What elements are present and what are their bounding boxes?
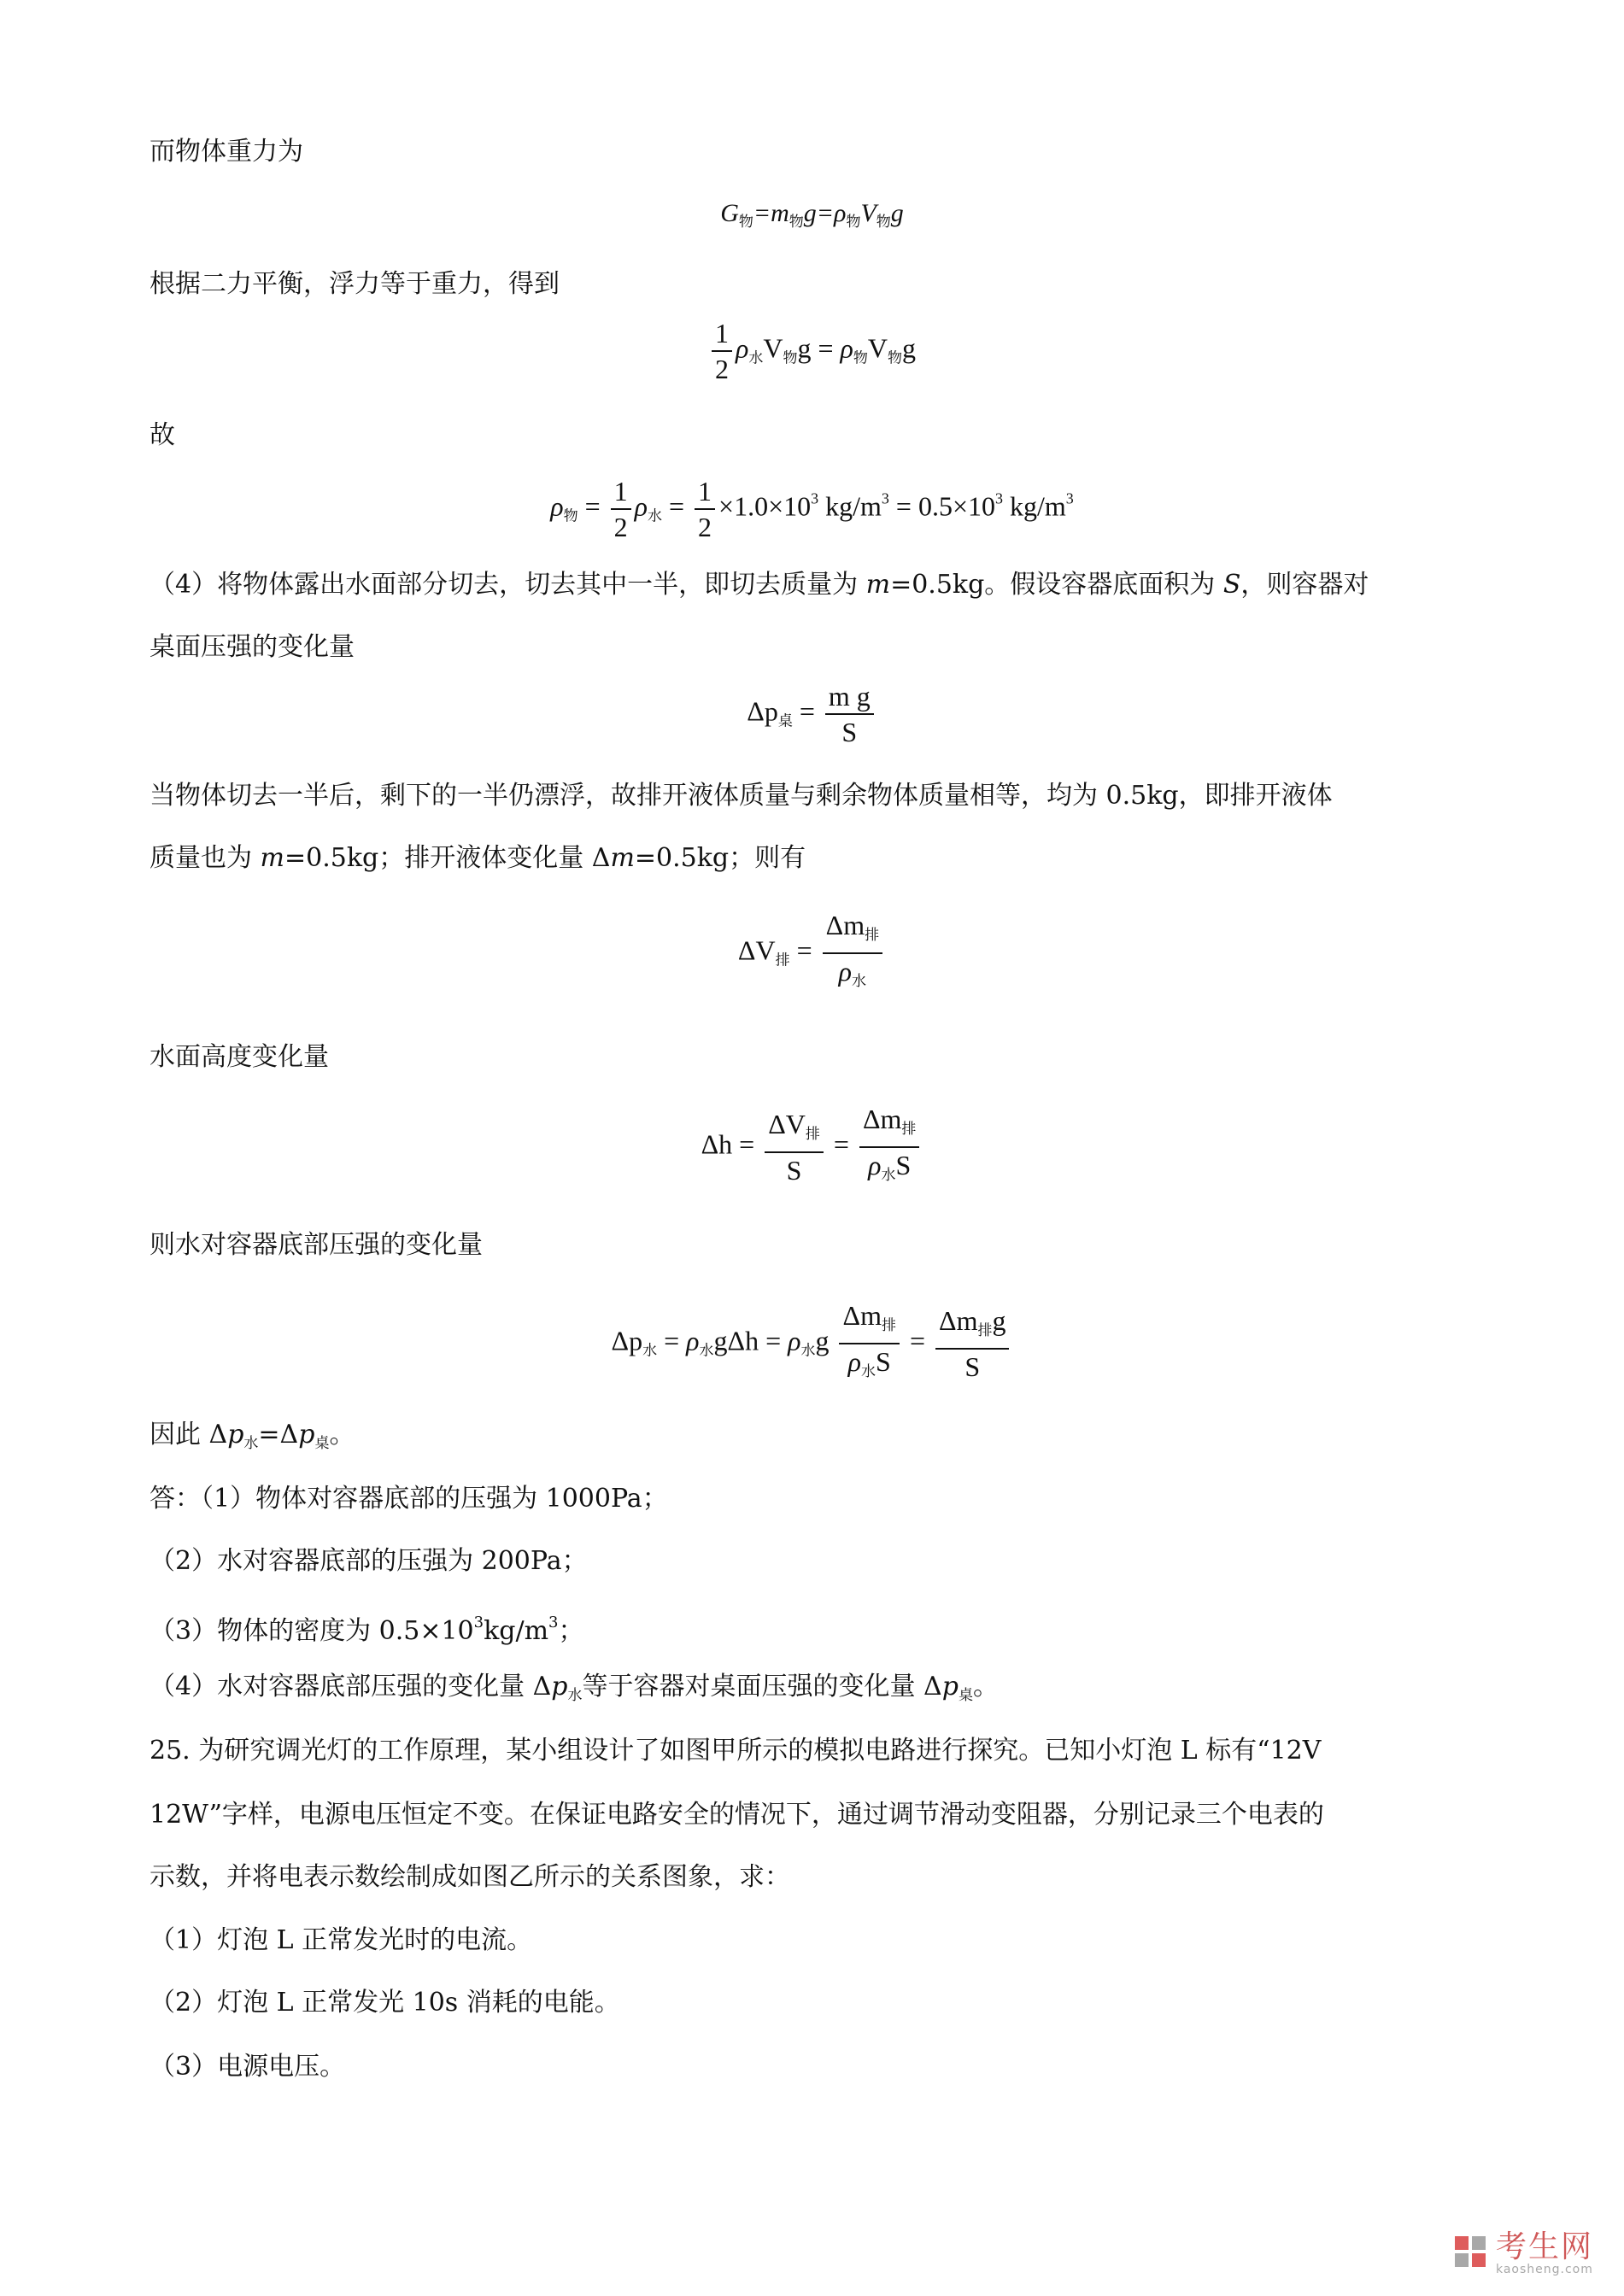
- equation-balance: $\frac{1}{2}$ $\rho_水V_物g = \rho_物V_物g$: [0, 316, 1624, 386]
- text-line: 则水对容器底部压强的变化量: [150, 1230, 483, 1260]
- text-line: 桌面压强的变化量: [150, 632, 355, 662]
- answer-line: （2）水对容器底部的压强为 200Pa；: [150, 1546, 588, 1576]
- watermark-logo: [1455, 2231, 1593, 2276]
- logo-icon: [1455, 2236, 1489, 2270]
- watermark-url: kaosheng.com: [1495, 2263, 1593, 2276]
- equation-gravity: $G_物=m_物g=\rho_物V_物g$: [720, 199, 904, 230]
- question-line: （1）灯泡 L 正常发光时的电流。: [150, 1925, 533, 1955]
- answer-line: 答：（1）物体对容器底部的压强为 1000Pa；: [150, 1484, 668, 1514]
- text-line: 质量也为 m=0.5kg；排开液体变化量 Δm=0.5kg；则有: [150, 843, 806, 873]
- text-line: 根据二力平衡，浮力等于重力，得到: [150, 269, 560, 299]
- text-line: 故: [150, 420, 175, 450]
- text-line: 而物体重力为: [150, 137, 303, 167]
- question-line: （2）灯泡 L 正常发光 10s 消耗的电能。: [150, 1988, 620, 2018]
- equation-dp-water: $\Delta p_水 = \rho_水g\Delta h = \rho_水g$ $\frac{\Delta m_排}{\rho_水S}$ = $\frac{\Delta m_排g}{S}$: [0, 1298, 1624, 1389]
- answer-line: （3）物体的密度为 $0.5\times 10^3kg/m^3$；: [150, 1614, 584, 1646]
- equation-dh: Δh = $\frac{\Delta V_排}{S}$ = $\frac{\Delta m_排}{\rho_水S}$: [0, 1102, 1624, 1192]
- equation-density: $\rho_物$ = $\frac{1}{2}$ $\rho_水$ = $\frac{1}{2}$ $\times 1.0\times 10^3$ $kg/m^3 = 0.5\times 10^3$ $kg/m^3$: [550, 476, 1074, 542]
- answer-line: （4）水对容器底部压强的变化量 $\Delta p_水$等于容器对桌面压强的变化量 $\Delta p_桌$。: [150, 1672, 999, 1704]
- text-line: 因此 $\Delta p_水=\Delta p_桌$。: [150, 1420, 355, 1452]
- watermark-name: 考生网: [1495, 2229, 1593, 2264]
- question-line: 示数，并将电表示数绘制成如图乙所示的关系图象，求：: [150, 1862, 790, 1892]
- text-line: （4）将物体露出水面部分切去，切去其中一半，即切去质量为 m=0.5kg。假设容器底面积为 S，则容器对: [150, 570, 1369, 600]
- text-line: 当物体切去一半后，剩下的一半仍漂浮，故排开液体质量与剩余物体质量相等，均为 0.5kg，即排开液体: [150, 781, 1333, 811]
- question-line: （3）电源电压。: [150, 2052, 346, 2082]
- equation-dp-table: $\Delta p_桌$ = $\frac{\text{m g}}{S}$: [0, 679, 1624, 749]
- question-line: 25. 为研究调光灯的工作原理，某小组设计了如图甲所示的模拟电路进行探究。已知小灯泡 L 标有“12V: [150, 1736, 1322, 1766]
- text-line: 水面高度变化量: [150, 1042, 329, 1072]
- question-line: 12W”字样，电源电压恒定不变。在保证电路安全的情况下，通过调节滑动变阻器，分别记录三个电表的: [150, 1800, 1324, 1830]
- equation-dv: $\Delta V_排$ = $\frac{\Delta m_排}{\rho_水}$: [0, 908, 1624, 999]
